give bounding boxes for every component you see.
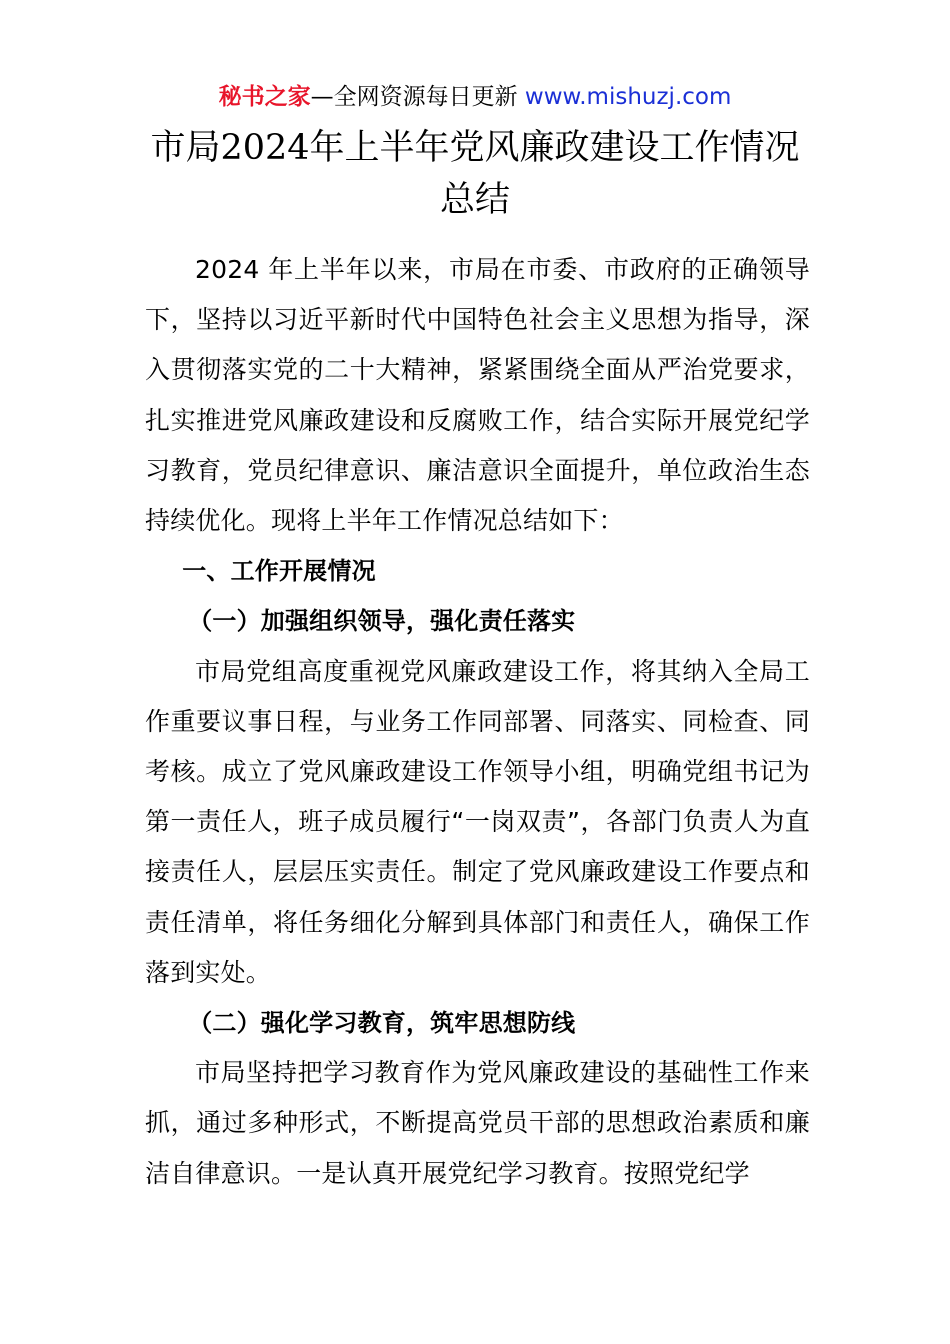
site-url-link[interactable]: www.mishuzj.com [524,84,732,110]
site-name: 秘书之家 [218,84,311,110]
document-body [145,245,810,1199]
site-tagline: —全网资源每日更新 [310,84,518,110]
subsection-2-paragraph: 市局坚持把学习教育作为党风廉政建设的基础性工作来抓，通过多种形式，不断提高党员干部的思想政治素质和廉洁自律意识。一是认真开展党纪学习教育。按照党纪学 [145,1058,810,1188]
subsection-1-paragraph: 市局党组高度重视党风廉政建设工作，将其纳入全局工作重要议事日程，与业务工作同部署、同落实、同检查、同考核。成立了党风廉政建设工作领导小组，明确党组书记为第一责任人，班子成员履行“一岗双责”，各部门负责人为直接责任人，层层压实责任。制定了党风廉政建设工作要点和责任清单，将任务细化分解到具体部门和责任人，确保工作落到实处。 [145,656,810,987]
title-prefix: 市局 [150,128,221,168]
subsection-heading-2: （二）强化学习教育，筑牢思想防线 [188,1009,576,1038]
document-title [0,122,950,226]
title-year: 2024 [220,128,310,168]
title-line-2: 总结 [439,180,510,220]
section-heading-1: 一、工作开展情况 [182,557,376,586]
title-suffix: 年上半年党风廉政建设工作情况 [309,128,800,168]
title-line-1 [0,122,950,174]
site-header [0,80,950,114]
intro-paragraph: 2024 年上半年以来，市局在市委、市政府的正确领导下，坚持以习近平新时代中国特色社会主义思想为指导，深入贯彻落实党的二十大精神，紧紧围绕全面从严治党要求，扎实推进党风廉政建设和反腐败工作，结合实际开展党纪学习教育，党员纪律意识、廉洁意识全面提升，单位政治生态持续优化。现将上半年工作情况总结如下： [145,255,810,536]
subsection-heading-1: （一）加强组织领导，强化责任落实 [188,607,576,636]
